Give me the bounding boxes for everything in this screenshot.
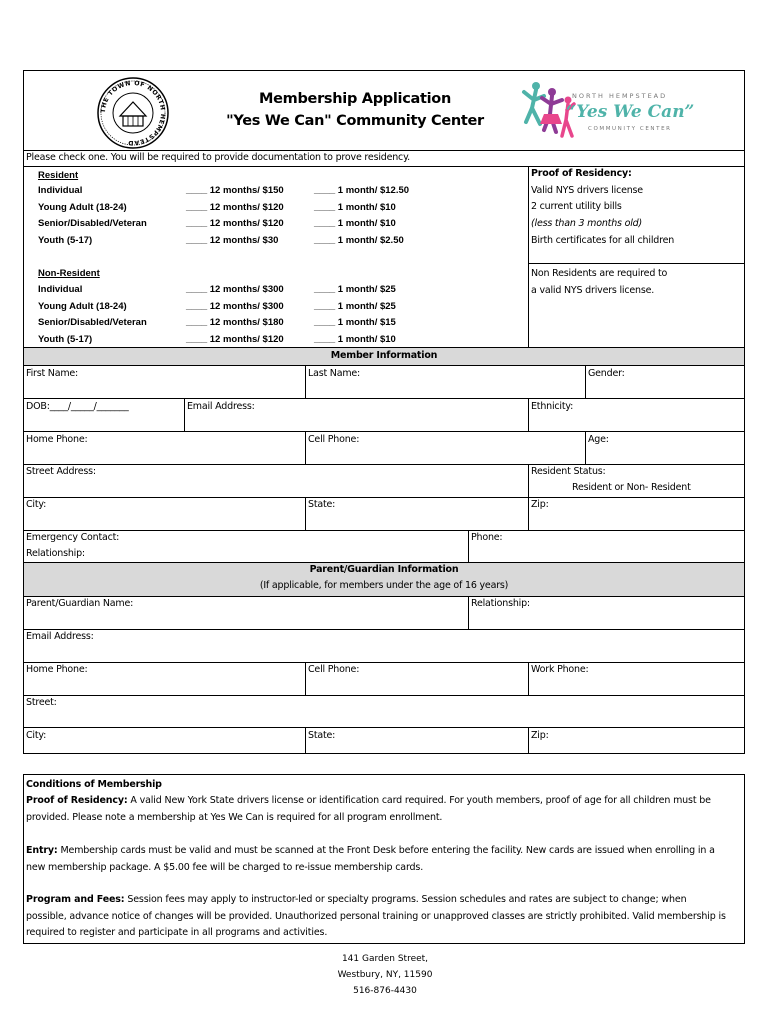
resident-heading: Resident: [38, 170, 79, 181]
footer-city: Westbury, NY, 11590: [337, 970, 433, 980]
proof-line: Birth certificates for all children: [531, 234, 675, 246]
proof-heading: Proof of Residency:: [531, 168, 632, 179]
divider: [23, 398, 745, 399]
proof-line: Valid NYS drivers license: [531, 184, 643, 196]
category-label: Youth (5-17): [38, 235, 93, 247]
divider: [23, 150, 745, 151]
divider: [305, 662, 306, 695]
title-line-1: Membership Application: [259, 91, 451, 107]
divider: [528, 398, 529, 431]
resident-categories: [38, 185, 147, 252]
instructions-text: Please check one. You will be required to provide documentation to prove residency.: [26, 152, 410, 163]
category-label: Individual: [38, 185, 83, 196]
conditions-entry-paragraph: [26, 843, 726, 876]
divider: [528, 263, 745, 264]
resident-status-options[interactable]: Resident or Non- Resident: [572, 482, 691, 493]
divider: [23, 629, 745, 630]
nonresident-heading: Non-Resident: [38, 268, 100, 279]
divider: [528, 727, 529, 754]
conditions-program-label: Program and Fees:: [26, 894, 125, 905]
monthly-option[interactable]: ____ 1 month/ $10: [314, 334, 396, 346]
conditions-heading: Conditions of Membership: [26, 779, 162, 790]
divider: [305, 431, 306, 464]
divider: [585, 365, 586, 398]
divider: [23, 530, 745, 531]
annual-option[interactable]: ____ 12 months/ $30: [186, 235, 279, 247]
resident-status-label: Resident Status:: [531, 466, 606, 477]
town-seal: [96, 76, 170, 150]
guardian-info-subheading: (If applicable, for members under the age of 16 years): [259, 580, 509, 591]
divider: [528, 662, 529, 695]
conditions-program-text: Session fees may apply to instructor-led or specialty programs. Session schedules and rates are subject to change; when possible, advance notice of changes will be provided. Unauthorized personal training or unapproved classes are strictly prohibited. Valid membership is required to register and participate in all programs and activities.: [26, 894, 726, 938]
seal-icon: [96, 76, 170, 150]
monthly-option[interactable]: ____ 1 month/ $15: [314, 317, 396, 329]
category-label: Senior/Disabled/Veteran: [38, 317, 147, 329]
guardian-state-field[interactable]: State:: [308, 730, 336, 741]
member-info-heading: Member Information: [330, 350, 438, 361]
divider: [305, 365, 306, 398]
divider: [23, 166, 745, 167]
guardian-city-field[interactable]: City:: [26, 730, 47, 741]
yes-we-can-logo: [518, 78, 695, 148]
requirement-line: a valid NYS drivers license.: [531, 284, 655, 296]
divider: [585, 431, 586, 464]
monthly-option[interactable]: ____ 1 month/ $25: [314, 284, 396, 295]
annual-option[interactable]: ____ 12 months/ $180: [186, 317, 284, 329]
state-field[interactable]: State:: [308, 499, 336, 510]
footer-address: [0, 951, 770, 999]
nonresident-annual-options: [186, 284, 284, 351]
divider: [23, 431, 745, 432]
nonresident-requirement: [531, 268, 667, 301]
divider: [23, 695, 745, 696]
conditions-program-paragraph: [26, 892, 726, 942]
guardian-home-phone-field[interactable]: Home Phone:: [26, 664, 88, 675]
conditions-proof-label: Proof of Residency:: [26, 795, 128, 806]
zip-field[interactable]: Zip:: [531, 499, 549, 510]
first-name-field[interactable]: First Name:: [26, 368, 79, 379]
divider: [528, 497, 529, 530]
divider: [23, 464, 745, 465]
divider: [468, 530, 469, 562]
seal-text: THE TOWN OF NORTH HEMPSTEAD: [99, 79, 167, 147]
monthly-option[interactable]: ____ 1 month/ $25: [314, 300, 396, 312]
divider: [468, 596, 469, 629]
divider: [184, 398, 185, 431]
divider: [23, 727, 745, 728]
annual-option[interactable]: ____ 12 months/ $120: [186, 201, 284, 213]
proof-line: (less than 3 months old): [531, 218, 642, 230]
nonresident-monthly-options: [314, 284, 396, 351]
guardian-email-field[interactable]: Email Address:: [26, 631, 94, 642]
monthly-option[interactable]: ____ 1 month/ $10: [314, 218, 396, 230]
annual-option[interactable]: ____ 12 months/ $300: [186, 284, 284, 295]
footer-street: 141 Garden Street,: [341, 954, 429, 964]
guardian-street-field[interactable]: Street:: [26, 697, 57, 708]
divider: [305, 727, 306, 754]
divider: [23, 596, 745, 597]
resident-annual-options: [186, 185, 284, 252]
emergency-relationship-field[interactable]: Relationship:: [26, 548, 85, 559]
divider: [528, 497, 745, 498]
divider: [23, 497, 529, 498]
email-field[interactable]: Email Address:: [187, 401, 255, 412]
logo-main-text: “Yes We Can”: [566, 102, 695, 122]
cell-phone-field[interactable]: Cell Phone:: [308, 434, 360, 445]
emergency-phone-field[interactable]: Phone:: [471, 532, 503, 543]
gender-field[interactable]: Gender:: [588, 368, 625, 379]
category-label: Young Adult (18-24): [38, 300, 127, 312]
street-address-field[interactable]: Street Address:: [26, 466, 96, 477]
annual-option[interactable]: ____ 12 months/ $120: [186, 334, 284, 346]
divider: [23, 365, 745, 366]
proof-line: 2 current utility bills: [531, 201, 622, 213]
dob-field[interactable]: DOB:____/_____/_______: [26, 401, 129, 412]
guardian-relationship-field[interactable]: Relationship:: [471, 598, 530, 609]
guardian-info-heading: Parent/Guardian Information: [309, 564, 459, 575]
conditions-entry-label: Entry:: [26, 845, 58, 856]
category-label: Individual: [38, 284, 83, 295]
guardian-zip-field[interactable]: Zip:: [531, 730, 549, 741]
category-label: Senior/Disabled/Veteran: [38, 218, 147, 230]
footer-phone: 516-876-4430: [353, 986, 417, 996]
guardian-work-phone-field[interactable]: Work Phone:: [531, 664, 589, 675]
home-phone-field[interactable]: Home Phone:: [26, 434, 88, 445]
resident-monthly-options: [314, 185, 409, 252]
guardian-name-field[interactable]: Parent/Guardian Name:: [26, 598, 134, 609]
svg-text:THE TOWN OF NORTH HEMPSTEAD: [100, 80, 166, 146]
annual-option[interactable]: ____ 12 months/ $120: [186, 218, 284, 230]
divider: [528, 166, 529, 347]
last-name-field[interactable]: Last Name:: [308, 368, 361, 379]
requirement-line: Non Residents are required to: [531, 268, 668, 279]
guardian-cell-phone-field[interactable]: Cell Phone:: [308, 664, 360, 675]
conditions-entry-text: Membership cards must be valid and must be scanned at the Front Desk before entering the facility. New cards are issued when enrolling in a new membership package. A $5.00 fee will be charged to re-issue membership cards.: [26, 845, 715, 873]
divider: [23, 662, 745, 663]
divider: [305, 497, 306, 530]
monthly-option[interactable]: ____ 1 month/ $10: [314, 201, 396, 213]
title-line-2: "Yes We Can" Community Center: [226, 113, 484, 129]
monthly-option[interactable]: ____ 1 month/ $2.50: [314, 235, 404, 247]
category-label: Young Adult (18-24): [38, 201, 127, 213]
divider: [528, 464, 529, 497]
annual-option[interactable]: ____ 12 months/ $150: [186, 185, 284, 196]
annual-option[interactable]: ____ 12 months/ $300: [186, 300, 284, 312]
ethnicity-field[interactable]: Ethnicity:: [531, 401, 574, 412]
conditions-proof-paragraph: [26, 793, 726, 826]
nonresident-categories: [38, 284, 147, 351]
logo-bottom-text: COMMUNITY CENTER: [588, 126, 672, 132]
emergency-contact-field[interactable]: Emergency Contact:: [26, 532, 120, 543]
conditions-proof-text: A valid New York State drivers license or identification card required. For youth members, proof of age for all children must be provided. Please note a membership at Yes We Can is required for all program enrollment.: [26, 795, 711, 823]
proof-of-residency: [531, 168, 674, 251]
monthly-option[interactable]: ____ 1 month/ $12.50: [314, 185, 410, 196]
logo-top-text: NORTH HEMPSTEAD: [572, 92, 668, 100]
page-title: [200, 88, 510, 132]
age-field[interactable]: Age:: [588, 434, 609, 445]
category-label: Youth (5-17): [38, 334, 93, 346]
city-field[interactable]: City:: [26, 499, 47, 510]
